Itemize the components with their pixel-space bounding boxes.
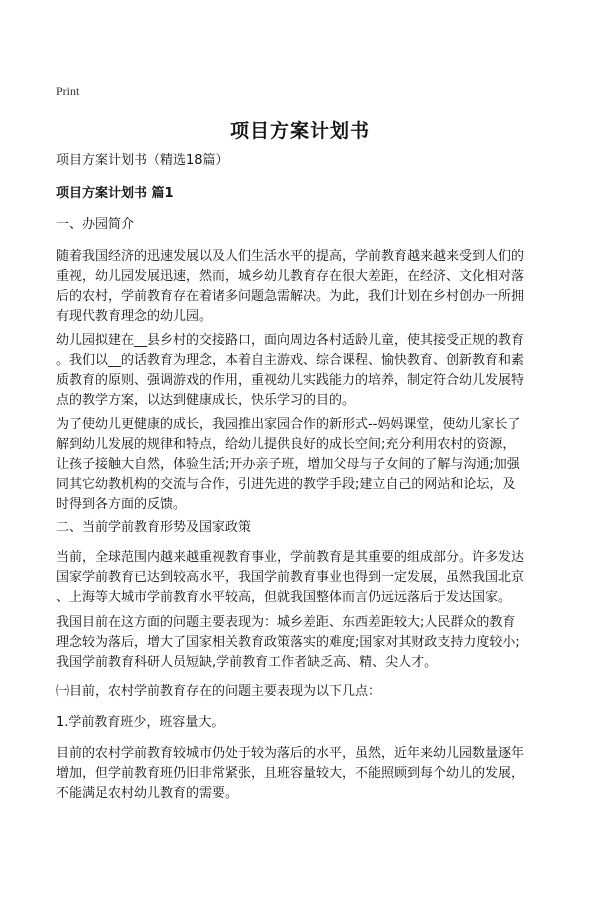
paragraph-3 xyxy=(56,415,556,515)
paragraph-line: 让孩子接触大自然，体验生活;开办亲子班，增加父母与子女间的了解与沟通;加强 xyxy=(56,457,520,472)
paragraph-line: 时得到各方面的反馈。 xyxy=(56,497,187,512)
paragraph-line: 质教育的原则、强调游戏的作用，重视幼儿实践能力的培养，制定符合幼儿发展特 xyxy=(56,373,525,388)
document-subtitle: 项目方案计划书（精选18篇） xyxy=(56,153,229,168)
paragraph-line: 当前，全球范围内越来越重视教育事业，学前教育是其重要的组成部分。许多发达 xyxy=(56,550,525,565)
paragraph-5 xyxy=(56,613,556,673)
paragraph-4 xyxy=(56,548,556,608)
paragraph-line: 我国学前教育科研人员短缺,学前教育工作者缺乏高、精、尖人才。 xyxy=(56,655,438,670)
paragraph-line: 不能满足农村幼儿教育的需要。 xyxy=(56,786,239,801)
paragraph-line: 点的教学方案，以达到健康成长，快乐学习的目的。 xyxy=(56,393,356,408)
paragraph-line: 幼儿园拟建在__县乡村的交接路口，面向周边各村适龄儿童，使其接受正规的教育 xyxy=(56,333,525,348)
heading-point-1: 1.学前教育班少，班容量大。 xyxy=(56,715,225,730)
paragraph-line: 有现代教育理念的幼儿园。 xyxy=(56,309,213,324)
document-title: 项目方案计划书 xyxy=(229,120,370,142)
paragraph-line: 为了使幼儿更健康的成长，我园推出家园合作的新形式--妈妈课堂，使幼儿家长了 xyxy=(56,417,521,432)
paragraph-6 xyxy=(56,744,556,804)
heading-problems: ㈠目前，农村学前教育存在的问题主要表现为以下几点： xyxy=(56,684,382,699)
paragraph-line: 增加，但学前教育班仍旧非常紧张，且班容量较大，不能照顾到每个幼儿的发展， xyxy=(56,766,525,781)
paragraph-line: 我国目前在这方面的问题主要表现为：城乡差距、东西差距较大;人民群众的教育 xyxy=(56,615,516,630)
paragraph-line: 目前的农村学前教育较城市仍处于较为落后的水平，虽然，近年来幼儿园数量逐年 xyxy=(56,746,525,761)
section-heading: 项目方案计划书 篇1 xyxy=(56,186,174,201)
paragraph-line: 同其它幼教机构的交流与合作，引进先进的教学手段;建立自己的网站和论坛，及 xyxy=(56,477,516,492)
heading-policy: 二、当前学前教育形势及国家政策 xyxy=(56,520,252,535)
paragraph-line: 随着我国经济的迅速发展以及人们生活水平的提高，学前教育越来越来受到人们的 xyxy=(56,249,525,264)
print-label: Print xyxy=(56,84,80,98)
paragraph-line: 理念较为落后，增大了国家相关教育政策落实的难度;国家对其财政支持力度较小; xyxy=(56,635,520,650)
paragraph-line: 后的农村，学前教育存在着诸多问题急需解决。为此，我们计划在乡村创办一所拥 xyxy=(56,289,525,304)
heading-intro: 一、办园简介 xyxy=(56,217,135,232)
paragraph-line: 国家学前教育已达到较高水平，我国学前教育事业也得到一定发展，虽然我国北京 xyxy=(56,570,525,585)
paragraph-line: 、上海等大城市学前教育水平较高，但就我国整体而言仍远远落后于发达国家。 xyxy=(56,590,512,605)
paragraph-line: 解到幼儿发展的规律和特点，给幼儿提供良好的成长空间;充分利用农村的资源， xyxy=(56,437,516,452)
paragraph-1 xyxy=(56,247,556,327)
paragraph-line: 。我们以__的话教育为理念，本着自主游戏、综合课程、愉快教育、创新教育和素 xyxy=(56,353,525,368)
paragraph-2 xyxy=(56,331,556,411)
paragraph-line: 重视，幼儿园发展迅速，然而，城乡幼儿教育存在很大差距，在经济、文化相对落 xyxy=(56,269,525,284)
